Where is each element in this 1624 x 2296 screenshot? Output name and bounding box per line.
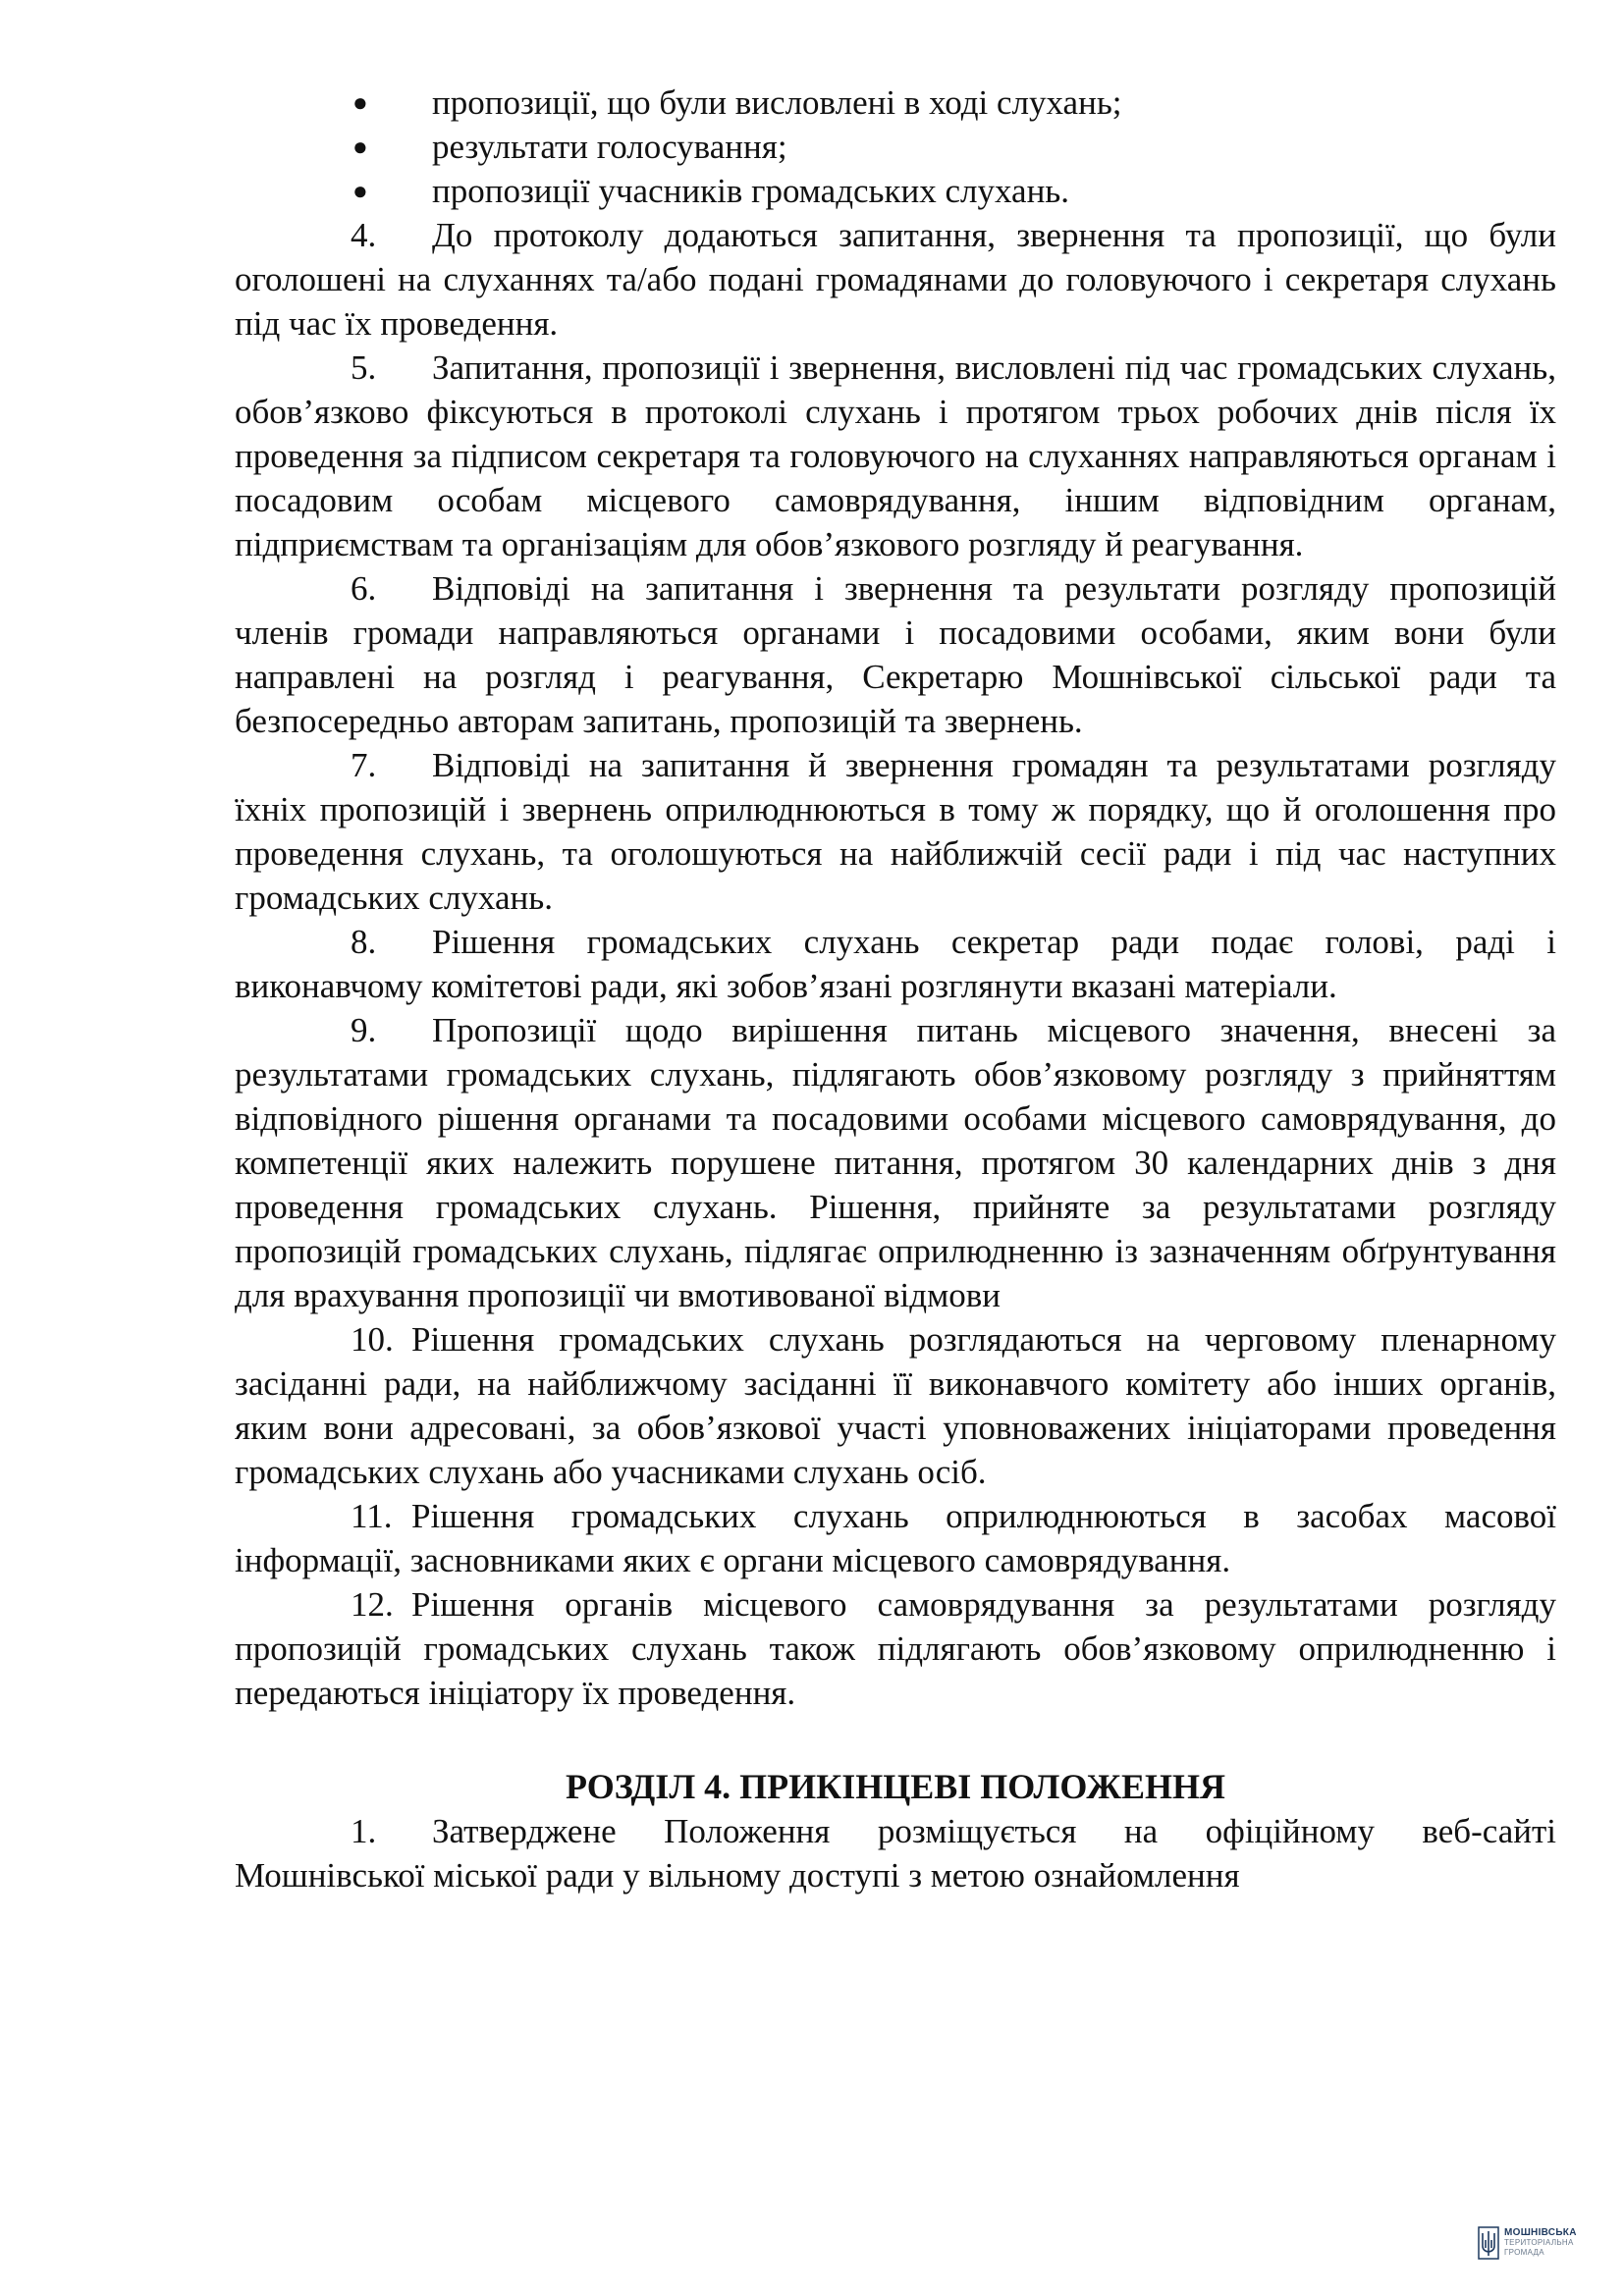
section-heading: РОЗДІЛ 4. ПРИКІНЦЕВІ ПОЛОЖЕННЯ bbox=[565, 1767, 1226, 1806]
paragraph-10 bbox=[235, 1317, 1556, 1494]
paragraph-8 bbox=[235, 920, 1556, 1008]
bullet-text: результати голосування; bbox=[432, 128, 787, 166]
bullet-icon: ● bbox=[352, 177, 368, 205]
paragraph-number: 7. bbox=[351, 746, 377, 784]
logo-text bbox=[1504, 2228, 1577, 2258]
paragraph-text: Рішення громадських слухань розглядаються на черговому пленарному засіданні ради, на найближчому засіданні її виконавчого комітету або інших органів, яким вони адресовані, за обов’язкової участі уповноважених ініціаторами проведення громадських слухань або учасниками слухань осіб. bbox=[235, 1320, 1556, 1491]
paragraph-number: 5. bbox=[351, 348, 377, 387]
paragraph-text: Відповіді на запитання й звернення громадян та результатами розгляду їхніх пропозицій і звернень оприлюднюються в тому ж порядку, що й оголошення про проведення слухань, та оголошуються на найближчій сесії ради і під час наступних громадських слухань. bbox=[235, 746, 1556, 917]
community-logo bbox=[1478, 2226, 1577, 2260]
paragraph-text: Затверджене Положення розміщується на офіційному веб-сайті Мошнівської міської ради у вільному доступі з метою ознайомлення bbox=[235, 1812, 1556, 1895]
paragraph-text: Відповіді на запитання і звернення та результати розгляду пропозицій членів громади направляються органами і посадовими особами, яким вони були направлені на розгляд і реагування, Секретарю Мошнівської сільської ради та безпосередньо авторам запитань, пропозицій та звернень. bbox=[235, 569, 1556, 740]
paragraph-4 bbox=[235, 213, 1556, 346]
bullet-item bbox=[235, 125, 1556, 169]
paragraph-text: Рішення органів місцевого самоврядування за результатами розгляду пропозицій громадських слухань також підлягають обов’язковому оприлюдненню і передаються ініціатору їх проведення. bbox=[235, 1585, 1556, 1712]
paragraph-text: Рішення громадських слухань секретар ради подає голові, раді і виконавчому комітетові ради, які зобов’язані розглянути вказані матеріали. bbox=[235, 923, 1556, 1005]
bullet-text: пропозиції, що були висловлені в ході слухань; bbox=[432, 83, 1122, 122]
paragraph-text: Рішення громадських слухань оприлюднюються в засобах масової інформації, засновниками яких є органи місцевого самоврядування. bbox=[235, 1497, 1556, 1579]
logo-subtitle: ГРОМАДА bbox=[1504, 2248, 1544, 2257]
bullet-item bbox=[235, 169, 1556, 213]
paragraph-number: 9. bbox=[351, 1011, 377, 1049]
paragraph-7 bbox=[235, 743, 1556, 920]
bullet-text: пропозиції учасників громадських слухань. bbox=[432, 172, 1070, 210]
paragraph-number: 11. bbox=[351, 1497, 393, 1535]
bullet-icon: ● bbox=[352, 133, 368, 161]
paragraph-12 bbox=[235, 1582, 1556, 1715]
bullet-list bbox=[235, 80, 1556, 213]
paragraph-text: Пропозиції щодо вирішення питань місцевого значення, внесені за результатами громадських слухань, підлягають обов’язковому розгляду з прийняттям відповідного рішення органами та посадовими особами місцевого самоврядування, до компетенції яких належить порушене питання, протягом 30 календарних днів з дня проведення громадських слухань. Рішення, прийняте за результатами розгляду пропозицій громадських слухань, підлягає оприлюдненню із зазначенням обґрунтування для врахування пропозиції чи вмотивованої відмови bbox=[235, 1011, 1556, 1314]
paragraph-number: 12. bbox=[351, 1585, 394, 1624]
bullet-item bbox=[235, 80, 1556, 125]
section-paragraph-1 bbox=[235, 1809, 1556, 1897]
paragraph-11 bbox=[235, 1494, 1556, 1582]
logo-name: МОШНІВСЬКА bbox=[1504, 2227, 1577, 2238]
logo-subtitle: ТЕРИТОРІАЛЬНА bbox=[1504, 2238, 1574, 2247]
paragraph-9 bbox=[235, 1008, 1556, 1317]
paragraph-number: 4. bbox=[351, 216, 377, 254]
document-page bbox=[235, 80, 1556, 1897]
paragraph-text: До протоколу додаються запитання, звернення та пропозиції, що були оголошені на слуханнях та/або подані громадянами до головуючого і секретаря слухань під час їх проведення. bbox=[235, 216, 1556, 343]
bullet-icon: ● bbox=[352, 88, 368, 117]
paragraph-6 bbox=[235, 566, 1556, 743]
paragraph-number: 1. bbox=[351, 1812, 377, 1850]
paragraph-number: 10. bbox=[351, 1320, 394, 1359]
paragraph-5 bbox=[235, 346, 1556, 566]
trident-icon bbox=[1478, 2226, 1499, 2260]
paragraph-number: 8. bbox=[351, 923, 377, 961]
paragraph-text: Запитання, пропозиції і звернення, висловлені під час громадських слухань, обов’язково фіксуються в протоколі слухань і протягом трьох робочих днів після їх проведення за підписом секретаря та головуючого на слуханнях направляються органам і посадовим особам місцевого самоврядування, іншим відповідним органам, підприємствам та організаціям для обов’язкового розгляду й реагування. bbox=[235, 348, 1556, 563]
paragraph-number: 6. bbox=[351, 569, 377, 608]
